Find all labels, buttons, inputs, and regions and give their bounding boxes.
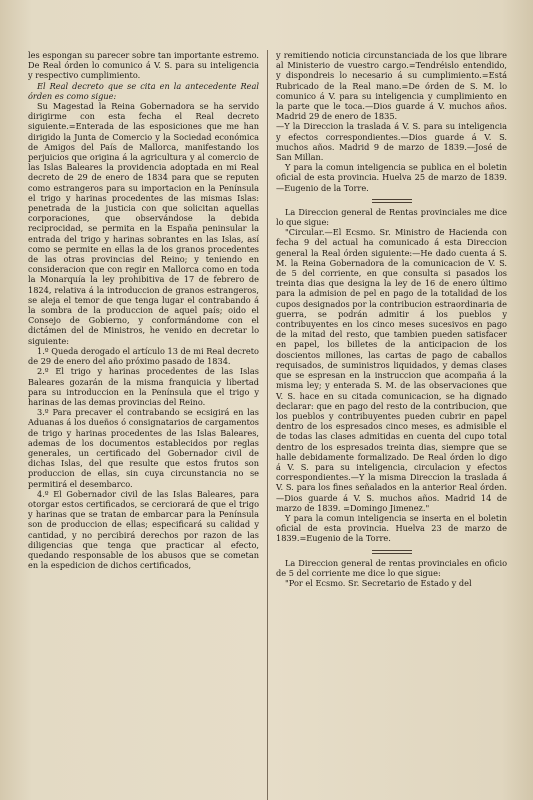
paragraph: Y para la comun inteligencia se inserta en el boletin oficial de esta provincia. Huelva 23 de marzo de 1839.=Eugenio de la Torre.	[276, 512, 507, 544]
circular-text: "Circular.—El Ecsmo. Sr. Ministro de Hacienda con fecha 9 del actual ha comunicado á esta Direccion general la Real órden siguiente:—He dado cuenta á S. M. la Reina Gobernadora de la comunicacion de V. S. de 5 del corriente, en que consulta si pasados los treinta dias que designa la ley de 16 de enero último para la admision de pel en pago de la totalidad de los cupos designados por la contribucion estraordinaria de guerra, se podrán admitir á los pueblos y contribuyentes en los cinco meses sucesivos en pago de la mitad del resto, que tambien pueden satisfacer en papel, los billetes de la anticipacion de los doscientos millones, las cartas de pago de caballos requisados, de suministros liquidados, y demas clases que se espresan en la instruccion que acompaña á la misma ley; y enterada S. M. de las observaciones que V. S. hace en su citada comunicacion, se ha dignado declarar: que en pago del resto de la contribucion, que los pueblos y contribuyentes pueden cubrir en papel dentro de los espresados cinco meses, es admisible el de todas las clases admitidas en cuenta del cupo total dentro de los espresados treinta dias, siempre que se halle debidamente formalizado. De Real órden lo digo á V. S. para su inteligencia, circulacion y efectos correspondientes.—Y la misma Direccion la traslada á V. S. para los fines señalados en la anterior Real órden.—Dios guarde á V. S. muchos años. Madrid 14 de marzo de 1839. =Domingo Jimenez."	[276, 227, 507, 513]
article-1: 1.º Queda derogado el artículo 13 de mi Real decreto de 29 de enero del año próximo pasado de 1834.	[28, 345, 259, 367]
paragraph: Y para la comun inteligencia se publica en el boletin oficial de esta provincia. Huelva 25 de marzo de 1839.—Eugenio de la Torre.	[276, 162, 507, 193]
paragraph: Su Magestad la Reina Gobernadora se ha servido dirigirme con esta fecha el Real decreto siguiente.=Enterada de las esposiciones que me han dirigido la Junta de Comercio y la Sociedad económica de Amigos del País de Mallorca, manifestando los perjuicios que origina á la agricultura y al comercio de las Islas Baleares la providencia adoptada en mi Real decreto de 29 de enero de 1834 para que se reputen como estrangeros para su importacion en la Península el trigo y harinas procedentes de las mismas Islas: penetrada de la justicia con que solicitan aquellas corporaciones, que observándose la debida reciprocidad, se permita en la España peninsular la entrada del trigo y harinas sobrantes en las Islas, así como se permite en ellas la de los granos procedentes de las otras provincias del Reino; y teniendo en consideracion que con regir en Mallorca como en toda la Monarquía la ley prohibitiva de 17 de febrero de 1824, relativa á la introduccion de granos estrangeros, se aleja el temor de que tenga lugar el contrabando á la sombra de la produccion de aquel país; oido el Consejo de Gobierno, y conformándome con el dictámen del de Ministros, he venido en decretar lo siguiente:	[28, 101, 259, 346]
paragraph: —Y la Direccion la traslada á V. S. para su inteligencia y efectos correspondientes.—Dios guarde á V. S. muchos años. Madrid 9 de marzo de 1839.—José de San Millan.	[276, 121, 507, 163]
paragraph: y remitiendo noticia circunstanciada de los que librare al Ministerio de vuestro cargo.=Tendréislo entendido, y dispondreis lo necesario á su cumplimiento.=Está Rubricado de la Real mano.=De órden de S. M. lo comunico á V. para su inteligencia y cumplimiento en la parte que le toca.—Dios guarde á V. muchos años. Madrid 29 de enero de 1835.	[276, 50, 507, 122]
left-column	[28, 50, 267, 800]
paragraph: "Por el Ecsmo. Sr. Secretario de Estado y del	[285, 577, 472, 588]
section-divider	[372, 199, 412, 203]
article-2: 2.º El trigo y harinas procedentes de las Islas Baleares gozarán de la misma franquicia y libertad para su introduccion en la Península que el trigo y harinas de las demas provincias del Reino.	[28, 366, 259, 407]
right-column	[267, 50, 507, 800]
paragraph: les espongan su parecer sobre tan importante estremo. De Real órden lo comunico á V. S. para su inteligencia y respectivo cumplimiento.	[28, 50, 259, 81]
text-columns	[28, 50, 511, 800]
paragraph: La Direccion general de rentas provinciales en oficio de 5 del corriente me dice lo que sigue:	[276, 557, 507, 578]
article-3: 3.º Para precaver el contrabando se ecsigirá en las Aduanas á los dueños ó consignatarios de cargamentos de trigo y harinas procedentes de las Islas Baleares, ademas de los documentos establecidos por reglas generales, un certificado del Gobernador civil de dichas Islas, del que resulte que estos frutos son produccion de ellas, sin cuya circunstancia no se permitirá el desembarco.	[28, 407, 259, 489]
library-watermark-stamp	[180, 760, 380, 794]
decree-intro: El Real decreto que se cita en la antecedente Real órden es como sigue:	[28, 80, 259, 101]
article-4: 4.º El Gobernador civil de las Islas Baleares, para otorgar estos certificados, se cerciorará de que el trigo y harinas que se tratan de embarcar para la Península son de produccion de ellas; especificará su calidad y cantidad, y no percibirá derechos por razon de las diligencias que tenga que practicar al efecto, quedando responsable de los abusos que se cometan en la espedicion de dichos certificados,	[28, 488, 259, 571]
section-divider	[372, 550, 412, 554]
paragraph: La Direccion general de Rentas provinciales me dice lo que sigue:	[276, 206, 507, 228]
